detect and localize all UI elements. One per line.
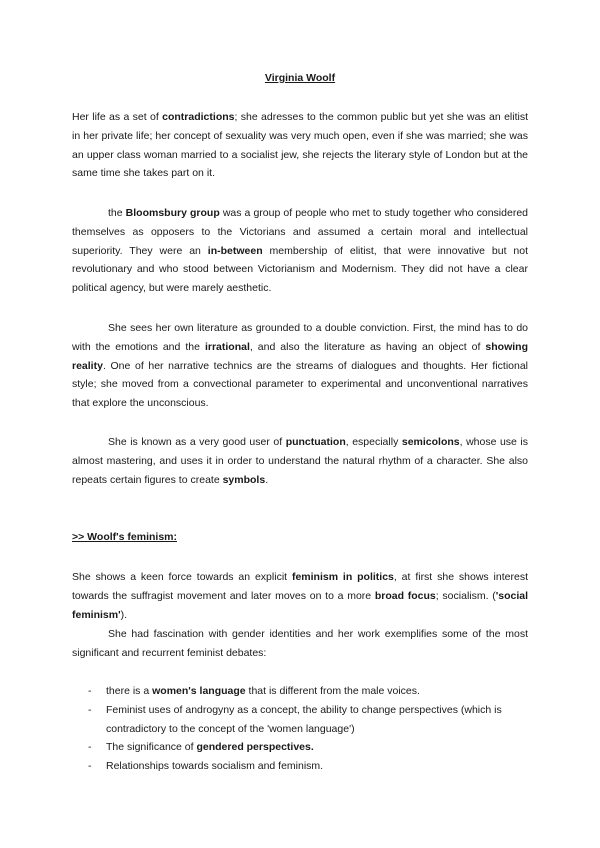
paragraph-punctuation — [72, 433, 528, 489]
text-run: ; she adresses to the common public but yet she was an elitist in her private life; her concept of sexuality was very much open, even if she was married; she was an upper class woman married to a socialist jew, she rejects the literary style of London but at the same time she takes part on it. — [72, 111, 528, 180]
bold-term: feminism in politics — [291, 571, 394, 583]
paragraph-gender-identities: She had fascination with gender identities and her work exemplifies some of the most significant and recurrent feminist debates: — [72, 628, 528, 659]
text-run: The significance of — [106, 741, 197, 754]
text-run: was a group of people who met to study together who considered themselves as opposers to the Victorians and assumed a certain moral and intellectual superiority. They were an — [72, 207, 528, 257]
section-heading: >> Woolf's feminism: — [72, 531, 177, 543]
text-run: Feminist uses of androgyny as a concept, the ability to change perspectives (which is contradictory to the concept of the 'women language') — [106, 703, 502, 735]
bold-term: contradictions — [162, 111, 235, 123]
text-run: the — [108, 207, 126, 219]
paragraph-contradictions — [72, 108, 528, 183]
text-run: . — [265, 473, 269, 486]
list-item — [88, 682, 528, 701]
text-run: ; socialism. ( — [435, 589, 496, 602]
text-run: membership of elitist, that were innovative but not revolutionary and who stood between Victorianism and Modernism. They did not have a clear political agency, but were marely aesthetic. — [72, 244, 528, 295]
list-item — [88, 701, 528, 739]
bold-term: 'social feminism' — [72, 589, 529, 621]
bold-term: broad focus — [374, 589, 436, 602]
text-run: She is known as a very good user of — [108, 436, 286, 448]
bold-term: in-between — [207, 244, 263, 257]
text-run: , at first she shows interest towards the suffragist movement and later moves on to a more — [72, 571, 528, 602]
bold-term: Bloomsbury group — [125, 207, 220, 219]
dash-marker: - — [88, 685, 92, 697]
text-run: , and also the literature as having an object of — [249, 340, 486, 353]
paragraph-bloomsbury — [72, 204, 528, 298]
bold-term: symbols — [222, 473, 266, 486]
text-run: Relationships towards socialism and feminism. — [106, 760, 324, 773]
bold-term: women's language — [152, 685, 246, 697]
text-run: that is different from the male voices. — [245, 685, 420, 697]
dash-marker: - — [88, 703, 92, 716]
bold-term: semicolons — [401, 436, 460, 448]
text-run: Her life as a set of — [72, 111, 163, 123]
list-item — [88, 738, 528, 757]
bold-term: punctuation — [285, 436, 346, 448]
text-run: , especially — [345, 436, 402, 448]
text-run: . One of her narrative technics are the streams of dialogues and thoughts. Her fictional style; she moved from a convectional parameter to experimental and unconventional narratives that explore the unconscious. — [72, 359, 528, 410]
bold-term: irrational — [204, 340, 250, 353]
feminist-debates-list — [88, 682, 528, 776]
bold-term: showing reality — [72, 340, 528, 372]
dash-marker: - — [88, 760, 92, 773]
text-run: there is a — [106, 685, 153, 697]
list-item — [88, 757, 528, 776]
bold-term: gendered perspectives. — [196, 741, 314, 754]
paragraph-literature — [72, 319, 528, 413]
text-run: ). — [120, 608, 128, 621]
text-run: She shows a keen force towards an explicit — [72, 571, 292, 583]
document-title: Virginia Woolf — [264, 72, 336, 84]
text-run: She sees her own literature as grounded to a double conviction. First, the mind has to do with the emotions and the — [72, 322, 528, 353]
paragraph-feminism-politics — [72, 568, 528, 624]
dash-marker: - — [88, 741, 92, 754]
text-run: , whose use is almost mastering, and uses it in order to understand the natural rhythm of a character. She also repeats certain figures to create — [72, 436, 529, 486]
